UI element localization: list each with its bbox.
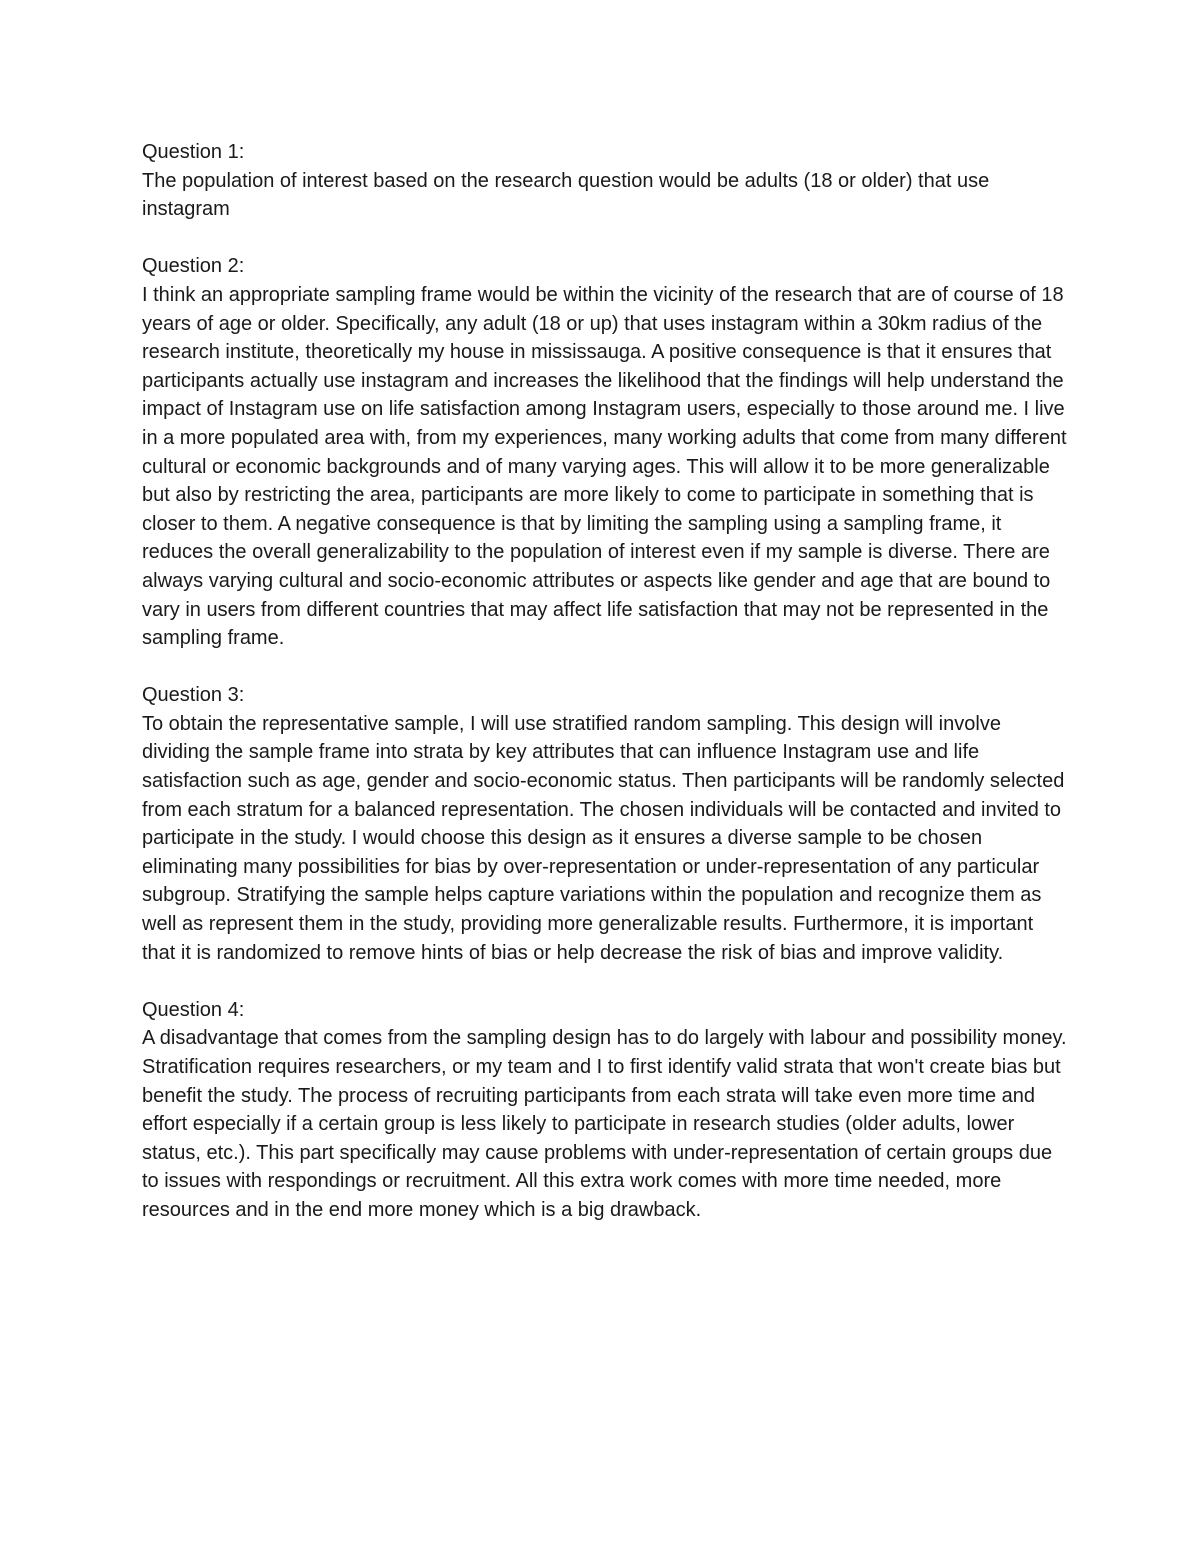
question-4-section	[142, 996, 1072, 1225]
question-1-answer: The population of interest based on the research question would be adults (18 or older) that use instagram	[142, 169, 990, 221]
question-3-answer: To obtain the representative sample, I will use stratified random sampling. This design will involve dividing the sample frame into strata by key attributes that can influence Instagram use and life satisfaction such as age, gender and socio-economic status. Then participants will be randomly selected from each stratum for a balanced representation. The chosen individuals will be contacted and invited to participate in the study. I would choose this design as it ensures a diverse sample to be chosen eliminating many possibilities for bias by over-representation or under-representation of any particular subgroup. Stratifying the sample helps capture variations within the population and recognize them as well as represent them in the study, providing more generalizable results. Furthermore, it is important that it is randomized to remove hints of bias or help decrease the risk of bias and improve validity.	[142, 712, 1065, 964]
question-1-section	[142, 138, 1072, 224]
question-2-heading: Question 2:	[142, 255, 245, 278]
question-2-section	[142, 252, 1072, 652]
question-2-answer: I think an appropriate sampling frame would be within the vicinity of the research that are of course of 18 years of age or older. Specifically, any adult (18 or up) that uses instagram within a 30km radius of the research institute, theoretically my house in mississauga. A positive consequence is that it ensures that participants actually use instagram and increases the likelihood that the findings will help understand the impact of Instagram use on life satisfaction among Instagram users, especially to those around me. I live in a more populated area with, from my experiences, many working adults that come from many different cultural or economic backgrounds and of many varying ages. This will allow it to be more generalizable but also by restricting the area, participants are more likely to come to participate in something that is closer to them. A negative consequence is that by limiting the sampling using a sampling frame, it reduces the overall generalizability to the population of interest even if my sample is diverse. There are always varying cultural and socio-economic attributes or aspects like gender and age that are bound to vary in users from different countries that may affect life satisfaction that may not be represented in the sampling frame.	[142, 283, 1067, 650]
question-4-answer: A disadvantage that comes from the sampling design has to do largely with labour and possibility money. Stratification requires researchers, or my team and I to first identify valid strata that won't create bias but benefit the study. The process of recruiting participants from each strata will take even more time and effort especially if a certain group is less likely to participate in research studies (older adults, lower status, etc.). This part specifically may cause problems with under-representation of certain groups due to issues with respondings or recruitment. All this extra work comes with more time needed, more resources and in the end more money which is a big drawback.	[142, 1027, 1067, 1221]
question-3-heading: Question 3:	[142, 684, 245, 707]
question-3-section	[142, 681, 1072, 967]
question-1-heading: Question 1:	[142, 141, 245, 163]
question-4-heading: Question 4:	[142, 998, 245, 1021]
document-body	[142, 138, 1072, 1225]
